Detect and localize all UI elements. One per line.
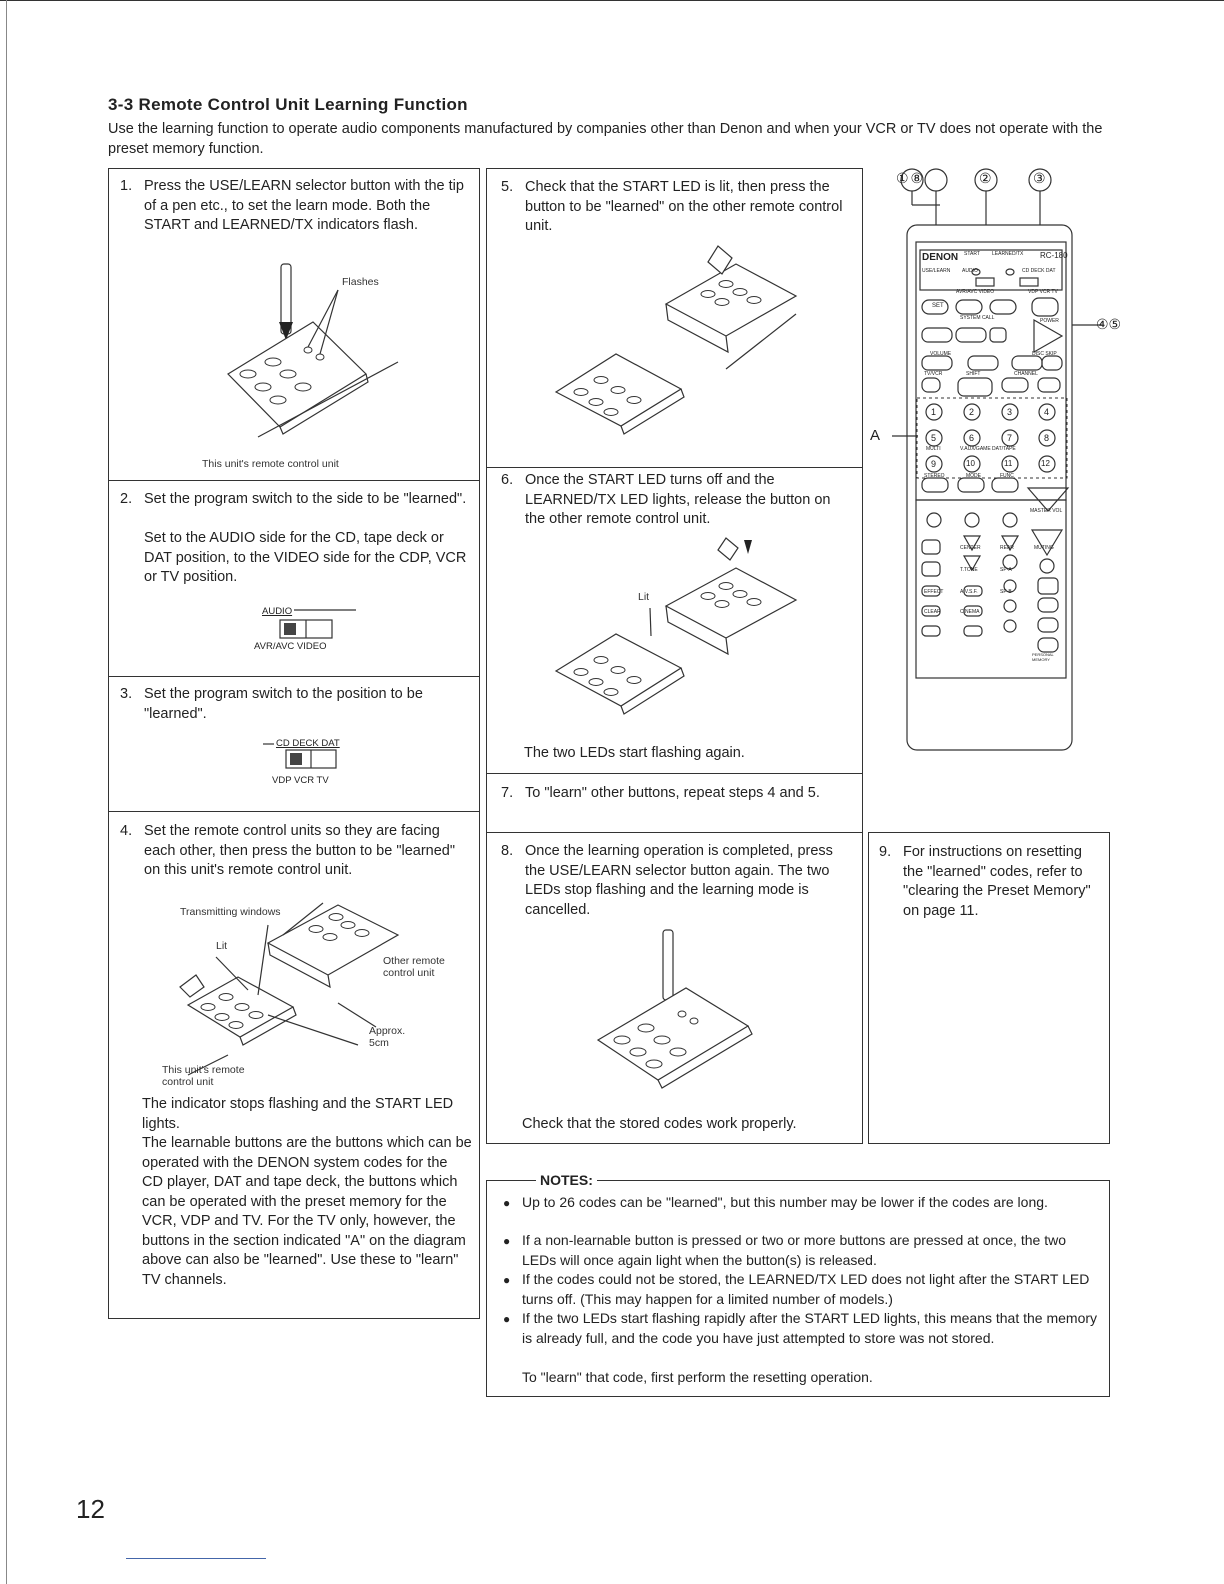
remote-label-audio: AUDIO (962, 268, 978, 274)
label-this-unit-remote: This unit's remote control unit (162, 1064, 245, 1088)
remote-label-avsf: A.V.S.F. (960, 589, 978, 595)
remote-label-stereo: STEREO (924, 473, 945, 479)
label-section-a: A (870, 427, 881, 444)
step-text: Check that the START LED is lit, then press the button to be "learned" on the other remote control unit. (525, 179, 843, 234)
step-text-detail: Set to the AUDIO side for the CD, tape deck or DAT position, to the VIDEO side for the CDP, VCR or TV position. (144, 530, 467, 585)
step-number: 9. (879, 844, 892, 860)
step-number: 1. (120, 178, 133, 194)
note-bullet: ● (503, 1273, 511, 1287)
step-text-detail-2: The learnable buttons are the buttons which can be operated with the DENON system codes for the CD player, DAT and tape deck, the buttons which can be operated with the preset memory for the VCR, VDP and TV. For the TV only, however, the buttons in the section indicated "A" on the diagram above can also be "learned". Use these to "learn" TV channels. (142, 1135, 472, 1288)
step-8-detail: Check that the stored codes work properly. (522, 1116, 797, 1132)
remote-label-func: FUNC (1000, 473, 1014, 479)
remote-label-set: SET (932, 303, 944, 309)
remote-label-learned-tx: LEARNED/TX (992, 251, 1024, 257)
note-3: If the codes could not be stored, the LEARNED/TX LED does not light after the START LED turns off. (This may happen for a limited number of models.) (522, 1271, 1090, 1307)
page-number: 12 (76, 1494, 105, 1524)
remote-label-master-vol: MASTER VOL (1030, 508, 1063, 514)
step-text: Once the learning operation is completed, press the USE/LEARN selector button again. The two LEDs stop flashing and the learning mode is cancelled. (525, 843, 833, 918)
figure-remote-pen-2 (486, 928, 863, 1098)
step-number: 4. (120, 823, 133, 839)
remote-label-center: CENTER (960, 545, 981, 551)
figure-press-other-remote (486, 244, 863, 444)
step-6-detail: The two LEDs start flashing again. (524, 745, 745, 761)
remote-label-personal-memory: PERSONAL MEMORY (1032, 652, 1054, 662)
key-4: 4 (1044, 407, 1050, 417)
remote-label-shift: SHIFT (966, 371, 981, 377)
remote-label-vdp-vcr-tv: VDP VCR TV (1028, 289, 1058, 295)
label-transmitting-windows: Transmitting windows (180, 906, 281, 918)
remote-label-disc-skip: DISC SKIP (1032, 351, 1057, 357)
step-text: Set the program switch to the position to be "learned". (144, 686, 423, 722)
step-number: 2. (120, 491, 133, 507)
callout-1-8: ①⑧ (896, 170, 926, 186)
switch-label-vdp-vcr-tv: VDP VCR TV (272, 775, 329, 786)
switch-label-avr-video: AVR/AVC VIDEO (254, 641, 327, 652)
remote-label-start: START (964, 251, 980, 257)
key-6: 6 (969, 433, 975, 443)
callout-3: ③ (1033, 170, 1046, 186)
key-2: 2 (969, 407, 975, 417)
note-bullet: ● (503, 1234, 511, 1248)
remote-label-cd-deck-dat: CD DECK DAT (1022, 268, 1056, 274)
remote-label-cinema: CINEMA (960, 609, 980, 615)
step-text: For instructions on resetting the "learned" codes, refer to "clearing the Preset Memory" on page 11. (903, 844, 1091, 919)
step-number: 8. (501, 843, 514, 859)
note-1: Up to 26 codes can be "learned", but this number may be lower if the codes are long. (522, 1194, 1048, 1210)
section-intro: Use the learning function to operate audio components manufactured by companies other than Denon and when your VCR or TV does not operate with the preset memory function. (108, 121, 1103, 157)
key-12: 12 (1041, 459, 1050, 468)
key-1: 1 (931, 407, 937, 417)
program-switch-2 (260, 738, 360, 768)
label-lit-2: Lit (638, 591, 650, 603)
figure-release-button (486, 536, 863, 726)
note-2: If a non-learnable button is pressed or two or more buttons are pressed at once, the two LEDs will once again light when the button(s) is released. (522, 1232, 1066, 1268)
footer-rule (126, 1558, 266, 1559)
remote-brand: DENON (922, 252, 959, 263)
remote-label-avr-video: AVR/AVC VIDEO (956, 289, 995, 295)
note-tail: To "learn" that code, first perform the resetting operation. (522, 1369, 873, 1385)
key-5: 5 (931, 433, 937, 443)
step-number: 6. (501, 472, 514, 488)
page-top-rule (0, 0, 1224, 1)
label-other-remote: Other remote control unit (383, 955, 445, 979)
remote-label-power: POWER (1040, 318, 1059, 324)
remote-label-tv-vcr: TV/VCR (924, 371, 943, 377)
step-text: Set the program switch to the side to be "learned". (144, 491, 467, 507)
switch-label-cd-deck-dat: CD DECK DAT (276, 738, 340, 749)
remote-label-rear: REAR (1000, 545, 1014, 551)
step-text: Set the remote control units so they are facing each other, then press the button to be "learned" on this unit's remote control unit. (144, 823, 455, 878)
label-lit: Lit (216, 940, 228, 952)
remote-label-clear: CLEAR (924, 609, 941, 615)
step-text-detail: The indicator stops flashing and the START LED lights. (142, 1096, 454, 1132)
step-text: Once the START LED turns off and the LEARNED/TX LED lights, release the button on the other remote control unit. (525, 472, 831, 527)
key-3: 3 (1007, 407, 1013, 417)
note-bullet: ● (503, 1312, 511, 1326)
remote-label-muting: MUTING (1034, 545, 1054, 551)
step-4-detail (142, 1095, 472, 1290)
label-flashes: Flashes (342, 276, 379, 288)
label-approx-5cm: Approx. 5cm (369, 1025, 406, 1049)
key-8: 8 (1044, 433, 1050, 443)
section-title: 3-3 Remote Control Unit Learning Function (108, 95, 468, 114)
step-number: 3. (120, 686, 133, 702)
remote-label-t-tone: T.TONE (960, 567, 978, 573)
callout-2: ② (979, 170, 992, 186)
remote-label-use-learn: USE/LEARN (922, 268, 951, 274)
note-bullet: ● (503, 1196, 511, 1210)
remote-label-sp-a: SP-A (1000, 567, 1012, 573)
figure-remote-pen-1 (108, 262, 480, 462)
figure-two-remotes-facing (108, 895, 480, 1075)
step-text: To "learn" other buttons, repeat steps 4 and 5. (525, 785, 820, 801)
page-left-rule (6, 0, 7, 1584)
remote-label-volume: VOLUME (930, 351, 952, 357)
remote-label-effect: EFFECT (924, 589, 944, 595)
key-7: 7 (1007, 433, 1013, 443)
switch-label-audio: AUDIO (262, 606, 293, 617)
remote-model: RC-180 (1040, 251, 1068, 260)
remote-label-vaux: V.AUX/GAME DAT/TAPE (960, 446, 1016, 452)
key-9: 9 (931, 459, 937, 469)
remote-label-multi: MULTI (926, 446, 941, 452)
step-number: 7. (501, 785, 514, 801)
remote-label-sp-b: SP-B (1000, 589, 1012, 595)
remote-label-mode: MODE (966, 473, 981, 479)
callout-4-5: ④⑤ (1096, 316, 1122, 332)
key-11: 11 (1004, 459, 1013, 468)
notes-heading: NOTES: (536, 1172, 597, 1188)
step-text: Press the USE/LEARN selector button with the tip of a pen etc., to set the learn mode. Both the START and LEARNED/TX indicators flash. (144, 178, 464, 233)
remote-label-channel: CHANNEL (1014, 371, 1038, 377)
program-switch-1 (250, 604, 370, 634)
caption-this-unit-remote: This unit's remote control unit (202, 458, 339, 470)
key-10: 10 (966, 459, 975, 468)
note-4: If the two LEDs start flashing rapidly after the START LED lights, this means that the memory is already full, and the code you have just attempted to store was not stored. (522, 1310, 1098, 1346)
step-number: 5. (501, 179, 514, 195)
remote-label-system-call: SYSTEM CALL (960, 315, 995, 321)
